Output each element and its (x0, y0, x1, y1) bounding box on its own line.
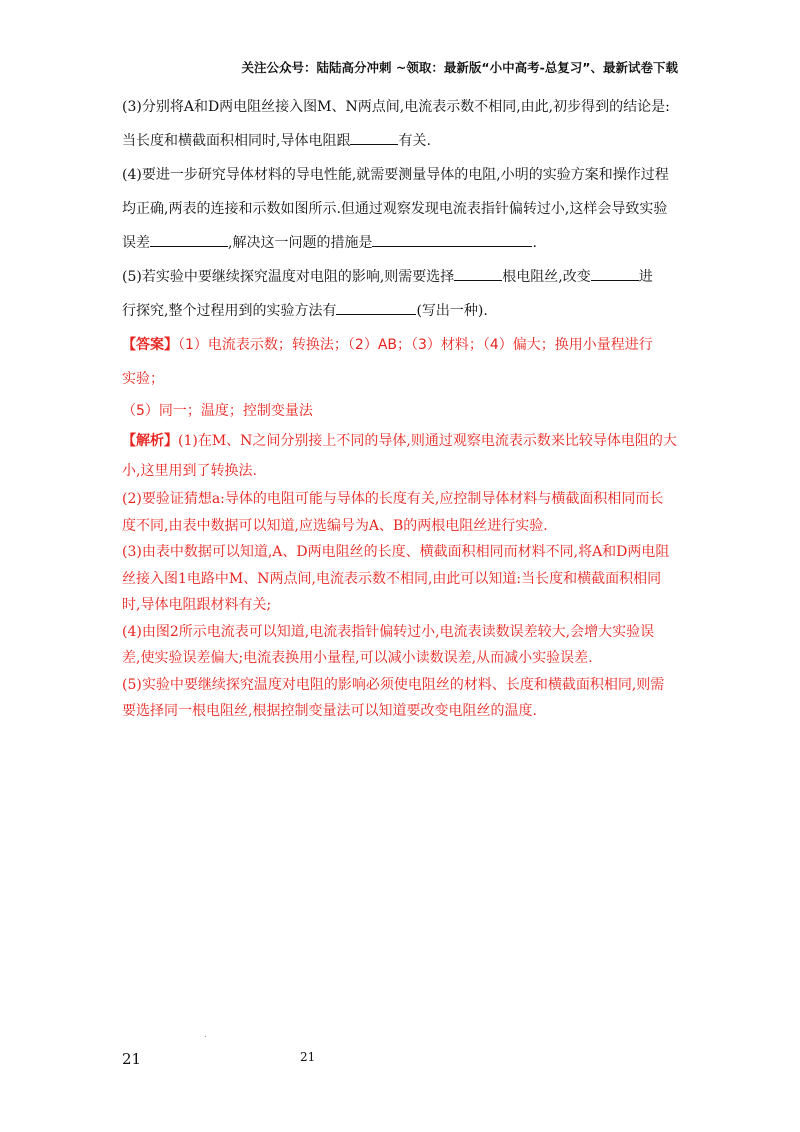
answer-line-2: 实验； (122, 371, 164, 387)
answer-block (122, 328, 682, 426)
answer-line-3: （5）同一；温度；控制变量法 (122, 403, 313, 419)
answer-blank (150, 232, 228, 247)
answer-blank (454, 266, 502, 281)
document-body (122, 90, 682, 725)
explanation-line: 差,使实验误差偏大;电流表换用小量程,可以减小读数误差,从而减小实验误差. (122, 650, 593, 666)
page-number-left: 21 (122, 1050, 142, 1068)
q4-line-2: 均正确,两表的连接和示数如图所示.但通过观察发现电流表指针偏转过小,这样会导致实验 (122, 201, 668, 217)
explanation-tag: 【解析】 (122, 433, 178, 449)
q4-line-3: 误差 ,解决这一问题的措施是 . (122, 226, 682, 260)
q5-line-2: 行探究,整个过程用到的实验方法有 (写出一种). (122, 294, 682, 328)
answer-line-1: 【答案】（1）电流表示数；转换法；（2）AB；（3）材料；（4）偏大；换用小量程进行 (122, 337, 653, 353)
explanation-line: 小,这里用到了转换法. (122, 463, 257, 479)
page-number-center: 21 (300, 1050, 316, 1064)
explanation-line: (4)由图2所示电流表可以知道,电流表指针偏转过小,电流表读数误差较大,会增大实验误 (122, 623, 655, 640)
q4-line-1: (4)要进一步研究导体材料的导电性能,就需要测量导体的电阻,小明的实验方案和操作过程 (122, 167, 669, 183)
explanation-line: 丝接入图1电路中M、N两点间,电流表示数不相同,由此可以知道:当长度和横截面积相同 (122, 570, 662, 587)
answer-blank (350, 130, 398, 145)
explanation-line: (2)要验证猜想a:导体的电阻可能与导体的长度有关,应控制导体材料与横截面积相同而长 (122, 491, 664, 507)
explanation-line: 度不同,由表中数据可以知道,应选编号为A、B的两根电阻丝进行实验. (122, 517, 548, 534)
answer-blank (336, 300, 416, 315)
explanation-line: (3)由表中数据可以知道,A、D两电阻丝的长度、横截面积相同而材料不同,将A和D两电阻 (122, 544, 670, 560)
explanation-line: 要选择同一根电阻丝,根据控制变量法可以知道要改变电阻丝的温度. (122, 703, 537, 719)
q3-line-1: (3)分别将A和D两电阻丝接入图M、N两点间,电流表示数不相同,由此,初步得到的结论是: (122, 99, 670, 115)
page-header: 关注公众号：陆陆高分冲刺 ~领取：最新版“小中高考-总复习”、最新试卷下载 (241, 60, 678, 75)
explanation-block (122, 426, 682, 725)
explanation-line: 【解析】(1)在M、N之间分别接上不同的导体,则通过观察电流表示数来比较导体电阻的大 (122, 433, 677, 449)
q3-line-2: 当长度和横截面积相同时,导体电阻跟 有关. (122, 124, 682, 158)
explanation-line: 时,导体电阻跟材料有关; (122, 597, 272, 613)
answer-blank (372, 232, 532, 247)
answer-tag: 【答案】 (122, 337, 178, 353)
answer-blank (591, 266, 639, 281)
q5-line-1: (5)若实验中要继续探究温度对电阻的影响,则需要选择 根电阻丝,改变 进 (122, 260, 682, 294)
explanation-line: (5)实验中要继续探究温度对电阻的影响必须使电阻丝的材料、长度和横截面积相同,则需 (122, 676, 665, 693)
scan-dot (205, 1036, 206, 1037)
